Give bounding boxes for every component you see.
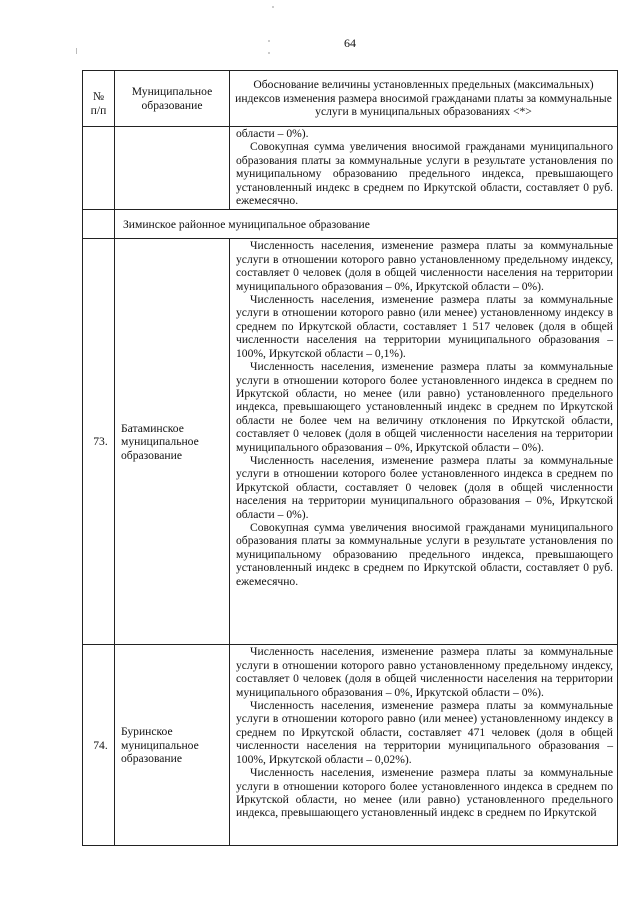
scan-speck bbox=[272, 6, 274, 8]
justification-table bbox=[82, 70, 618, 846]
municipality-line: Буринское bbox=[121, 725, 173, 739]
municipality-line: образование bbox=[121, 752, 182, 766]
table-row bbox=[83, 645, 618, 846]
municipality-line: Батаминское bbox=[121, 421, 184, 435]
paragraph: Численность населения, изменение размера платы за коммунальные услуги в отношении которого более установленного индекса в среднем по Иркутской области, но менее (или равно) установленного предельного индекса, превышающего установленный индекс в среднем по Иркутской области не более чем на величину отклонения по Иркутской области, составляет 0 человек (доля в общей численности населения на территории муниципального образования – 0%, Иркутской области – 0%). bbox=[236, 360, 613, 454]
municipality-line: муниципальное bbox=[121, 435, 199, 449]
cell-text bbox=[230, 645, 618, 846]
page-number: 64 bbox=[344, 36, 356, 50]
municipality-name bbox=[115, 645, 230, 846]
paragraph: Численность населения, изменение размера платы за коммунальные услуги в отношении которого равно установленному предельному индексу, составляет 0 человек (доля в общей численности населения на территории муниципального образования – 0%, Иркутской области – 0%). bbox=[236, 645, 613, 699]
paragraph: Численность населения, изменение размера платы за коммунальные услуги в отношении которого равно установленному предельному индексу, составляет 0 человек (доля в общей численности населения на территории муниципального образования – 0%, Иркутской области – 0%). bbox=[236, 239, 613, 293]
cell-empty bbox=[115, 127, 230, 210]
header-mun-line: образование bbox=[141, 98, 203, 112]
cell-text bbox=[230, 127, 618, 210]
cell-text bbox=[230, 239, 618, 645]
paragraph: Совокупная сумма увеличения вносимой гражданами муниципального образования платы за коммунальные услуги в результате установления по муниципальному образованию предельного индекса, превышающего установленный индекс в среднем по Иркутской области, составляет 0 руб. ежемесячно. bbox=[236, 520, 613, 588]
cell-empty bbox=[83, 127, 115, 210]
section-title: Зиминское районное муниципальное образование bbox=[115, 210, 618, 239]
header-num-line: № bbox=[92, 90, 105, 104]
paragraph: Совокупная сумма увеличения вносимой гражданами муниципального образования платы за коммунальные услуги в результате установления по муниципальному образованию предельного индекса, превышающего установленный индекс в среднем по Иркутской области, составляет 0 руб. ежемесячно. bbox=[236, 140, 613, 208]
cell-empty bbox=[83, 210, 115, 239]
paragraph: Численность населения, изменение размера платы за коммунальные услуги в отношении которого более установленного индекса в среднем по Иркутской области, составляет 0 человек (доля в общей численности населения на территории муниципального образования – 0%, Иркутской области – 0%). bbox=[236, 453, 613, 521]
scan-speck bbox=[268, 52, 270, 54]
header-justification: Обоснование величины установленных предельных (максимальных) индексов изменения размера вносимой гражданами платы за коммунальные услуги в муниципальных образованиях <*> bbox=[230, 71, 618, 127]
header-municipality bbox=[115, 71, 230, 127]
header-mun-line: Муниципальное bbox=[131, 85, 213, 99]
paragraph: Численность населения, изменение размера платы за коммунальные услуги в отношении которого равно (или менее) установленному индексу в среднем по Иркутской области, составляет 471 человек (доля в общей численности населения на территории муниципального образования – 100%, Иркутской области – 0,02%). bbox=[236, 699, 613, 766]
header-num-line: п/п bbox=[90, 103, 107, 117]
paragraph: области – 0%). bbox=[236, 127, 309, 140]
row-number: 73. bbox=[83, 239, 115, 645]
municipality-name bbox=[115, 239, 230, 645]
header-num bbox=[83, 71, 115, 127]
paragraph: Численность населения, изменение размера платы за коммунальные услуги в отношении которого более установленного индекса в среднем по Иркутской области, но менее (или равно) установленного предельного индекса, превышающего установленный индекс в среднем по Иркутской bbox=[236, 766, 613, 820]
row-number: 74. bbox=[83, 645, 115, 846]
paragraph: Численность населения, изменение размера платы за коммунальные услуги в отношении которого равно (или менее) установленному индексу в среднем по Иркутской области, составляет 1 517 человек (доля в общей численности населения на территории муниципального образования – 100%, Иркутской области – 0,1%). bbox=[236, 293, 613, 360]
table-header-row bbox=[83, 71, 618, 127]
section-row bbox=[83, 210, 618, 239]
municipality-line: муниципальное bbox=[121, 738, 199, 752]
table-row-continuation bbox=[83, 127, 618, 210]
municipality-line: образование bbox=[121, 448, 182, 462]
table-row bbox=[83, 239, 618, 645]
